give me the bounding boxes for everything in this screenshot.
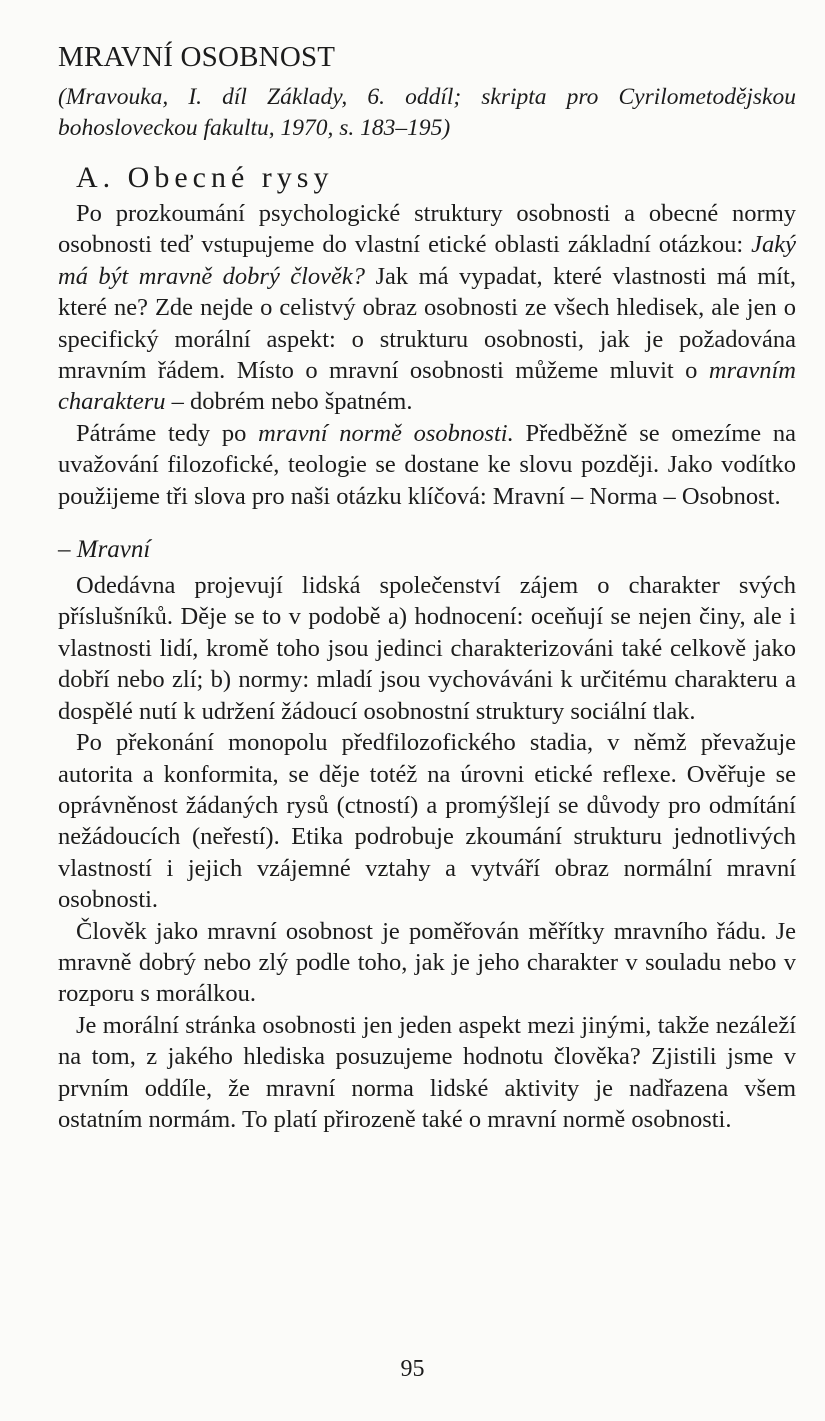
paragraph-1-text-3: – dobrém nebo špatném. bbox=[165, 388, 413, 416]
paragraph-2-emphasis-1: mravní normě osobnosti. bbox=[258, 419, 514, 447]
page-number: 95 bbox=[400, 1356, 425, 1382]
page-content bbox=[58, 40, 796, 1135]
source-citation: (Mravouka, I. díl Základy, 6. oddíl; skripta pro Cyrilometodějskou bohosloveckou fakultu, 1970, s. 183–195) bbox=[58, 84, 796, 141]
paragraph-1-emphasis-2: mravním charakteru bbox=[58, 357, 796, 416]
subheading-mravni: – Mravní bbox=[58, 536, 151, 564]
paragraph-2-text-2: Předběžně se omezíme na uvažování filozofické, teologie se dostane ke slovu později. Jako vodítko použijeme tři slova pro naši otázku klíčová: Mravní – Norma – Osobnost. bbox=[58, 419, 796, 510]
paragraph-1-emphasis-1: Jaký má být mravně dobrý člověk? bbox=[58, 231, 796, 290]
paragraph-1-text-1: Po prozkoumání psychologické struktury osobnosti a obecné normy osobnosti teď vstupujeme do vlastní etické oblasti základní otázkou: bbox=[58, 200, 796, 259]
paragraph-1 bbox=[58, 198, 796, 418]
paragraph-3: Odedávna projevují lidská společenství zájem o charakter svých příslušníků. Děje se to v podobě a) hodnocení: oceňují se nejen činy, ale i vlastnosti lidí, kromě toho jsou jedinci charakterizováni také celkově jako dobří nebo zlí; b) normy: mladí jsou vychováváni k určitému charakteru a dospělé nutí k udržení žádoucí osobnostní struktury sociální tlak. bbox=[58, 572, 796, 725]
paragraph-2-text-1: Pátráme tedy po bbox=[76, 419, 259, 447]
paragraph-2 bbox=[58, 418, 796, 512]
paragraph-1-text-2: Jak má vypadat, které vlastnosti má mít, které ne? Zde nejde o celistvý obraz osobnosti ze všech hledisek, ale jen o specifický morální aspekt: o strukturu osobnosti, jak je požadována mravním řádem. Místo o mravní osobnosti můžeme mluvit o bbox=[58, 262, 796, 385]
page-title: MRAVNÍ OSOBNOST bbox=[58, 41, 336, 73]
section-heading-a: A. Obecné rysy bbox=[76, 161, 334, 194]
paragraph-4: Po překonání monopolu předfilozofického stadia, v němž převažuje autorita a konformita, se děje totéž na úrovni etické reflexe. Ověřuje se oprávněnost žádaných rysů (ctností) a promýšlejí se důvody pro odmítání nežádoucích (neřestí). Etika podrobuje zkoumání strukturu jednotlivých vlastností i jejich vzájemné vztahy a vytváří obraz normální mravní osobnosti. bbox=[58, 729, 796, 914]
paragraph-6: Je morální stránka osobnosti jen jeden aspekt mezi jinými, takže nezáleží na tom, z jakého hlediska posuzujeme hodnotu člověka? Zjistili jsme v prvním oddíle, že mravní norma lidské aktivity je nadřazena všem ostatním normám. To platí přirozeně také o mravní normě osobnosti. bbox=[58, 1011, 796, 1133]
paragraph-5: Člověk jako mravní osobnost je poměřován měřítky mravního řádu. Je mravně dobrý nebo zlý podle toho, jak je jeho charakter v souladu nebo v rozporu s morálkou. bbox=[58, 917, 796, 1008]
